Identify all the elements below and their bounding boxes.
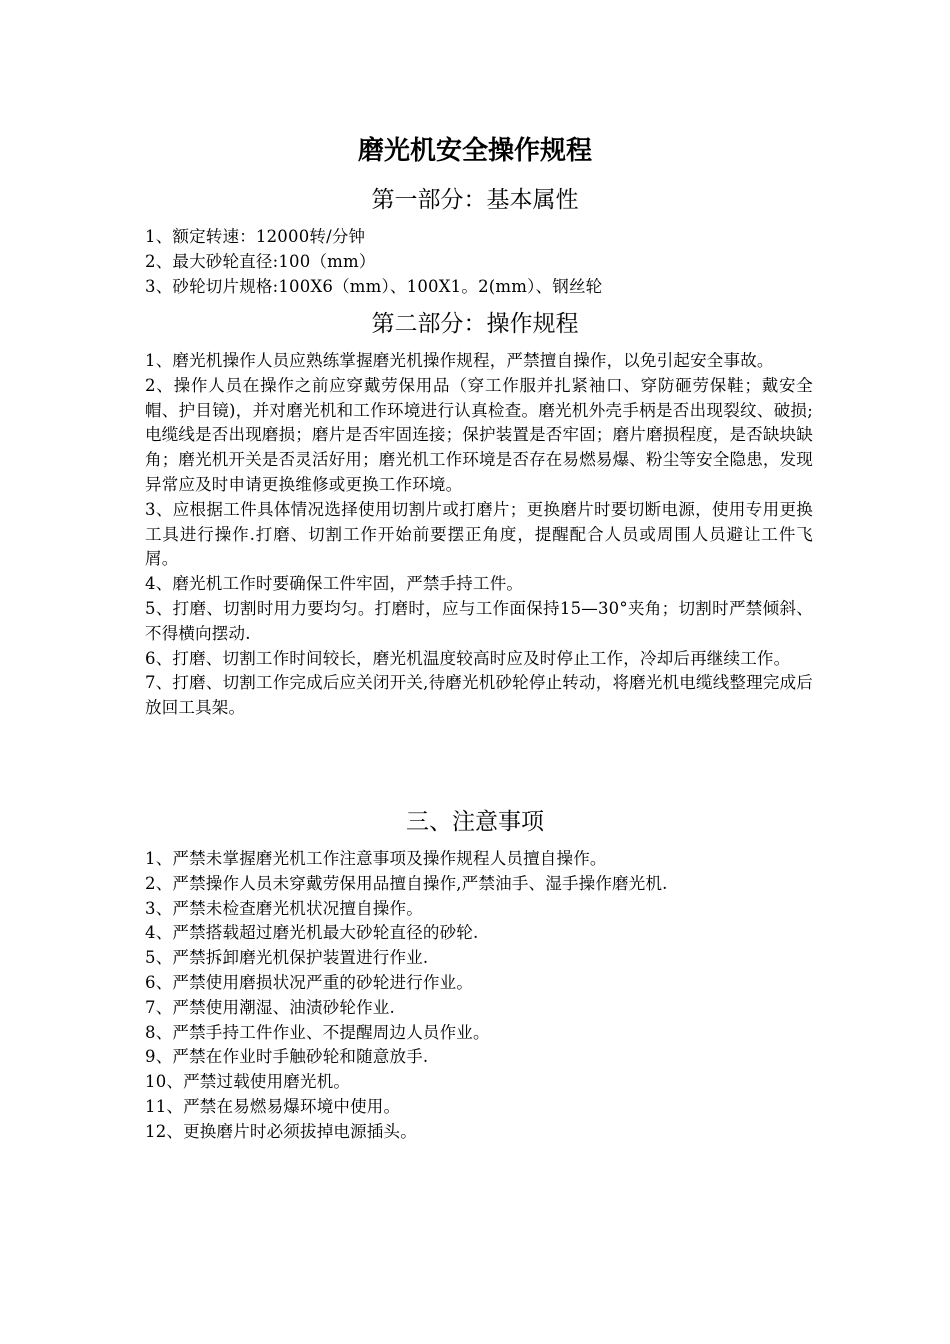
- section-heading-operating-procedures: 第二部分：操作规程: [371, 311, 579, 337]
- document-title: 磨光机安全操作规程: [357, 136, 592, 166]
- list-item: 3、应根据工件具体情况选择使用切割片或打磨片；更换磨片时要切断电源，使用专用更换工具进行操作.打磨、切割工作开始前要摆正角度，提醒配合人员或周围人员避让工件飞屑。: [145, 499, 813, 569]
- list-item: 3、严禁未检查磨光机状况擅自操作。: [145, 898, 423, 918]
- list-item: 5、打磨、切割时用力要均匀。打磨时，应与工作面保持15—30°夹角；切割时严禁倾斜、不得横向摆动.: [145, 598, 813, 643]
- list-item: 2、操作人员在操作之前应穿戴劳保用品（穿工作服并扎紧袖口、穿防砸劳保鞋；戴安全帽、护目镜)，并对磨光机和工作环境进行认真检查。磨光机外壳手柄是否出现裂纹、破损;电缆线是否出现磨损；磨片是否牢固连接；保护装置是否牢固；磨片磨损程度，是否缺块缺角；磨光机开关是否灵活好用；磨光机工作环境是否存在易燃易爆、粉尘等安全隐患，发现异常应及时申请更换维修或更换工作环境。: [145, 375, 813, 494]
- list-item: 1、磨光机操作人员应熟练掌握磨光机操作规程，严禁擅自操作，以免引起安全事故。: [145, 351, 774, 370]
- list-item: 12、更换磨片时必须拔掉电源插头。: [145, 1121, 417, 1141]
- list-item: 4、磨光机工作时要确保工件牢固，严禁手持工件。: [145, 574, 524, 594]
- list-item: 4、严禁搭载超过磨光机最大砂轮直径的砂轮.: [145, 923, 479, 943]
- list-item: 6、严禁使用磨损状况严重的砂轮进行作业。: [145, 972, 473, 992]
- list-item: 11、严禁在易燃易爆环境中使用。: [145, 1096, 401, 1116]
- list-item: 1、严禁未掌握磨光机工作注意事项及操作规程人员擅自操作。: [145, 849, 607, 868]
- list-item: 2、严禁操作人员未穿戴劳保用品擅自操作,严禁油手、湿手操作磨光机.: [145, 873, 668, 893]
- section-heading-precautions: 三、注意事项: [406, 809, 544, 835]
- list-item: 5、严禁拆卸磨光机保护装置进行作业.: [145, 948, 429, 968]
- list-item: 3、砂轮切片规格:100X6（mm）、100X1。2(mm）、钢丝轮: [145, 276, 603, 296]
- list-item: 7、严禁使用潮湿、油渍砂轮作业.: [145, 997, 395, 1017]
- list-item: 10、严禁过载使用磨光机。: [145, 1072, 351, 1092]
- operating-procedures-list: [145, 349, 813, 721]
- list-item: 9、严禁在作业时手触砂轮和随意放手.: [145, 1047, 429, 1067]
- basic-properties-list: [145, 225, 813, 299]
- precautions-list: [145, 847, 813, 1145]
- list-item: 8、严禁手持工件作业、不提醒周边人员作业。: [145, 1022, 490, 1042]
- list-item: 2、最大砂轮直径:100（mm）: [145, 251, 376, 271]
- section-heading-basic-properties: 第一部分：基本属性: [371, 187, 579, 213]
- list-item: 1、额定转速：12000转/分钟: [145, 227, 366, 246]
- list-item: 6、打磨、切割工作时间较长，磨光机温度较高时应及时停止工作，冷却后再继续工作。: [145, 648, 791, 668]
- list-item: 7、打磨、切割工作完成后应关闭开关,待磨光机砂轮停止转动，将磨光机电缆线整理完成后放回工具架。: [145, 673, 813, 718]
